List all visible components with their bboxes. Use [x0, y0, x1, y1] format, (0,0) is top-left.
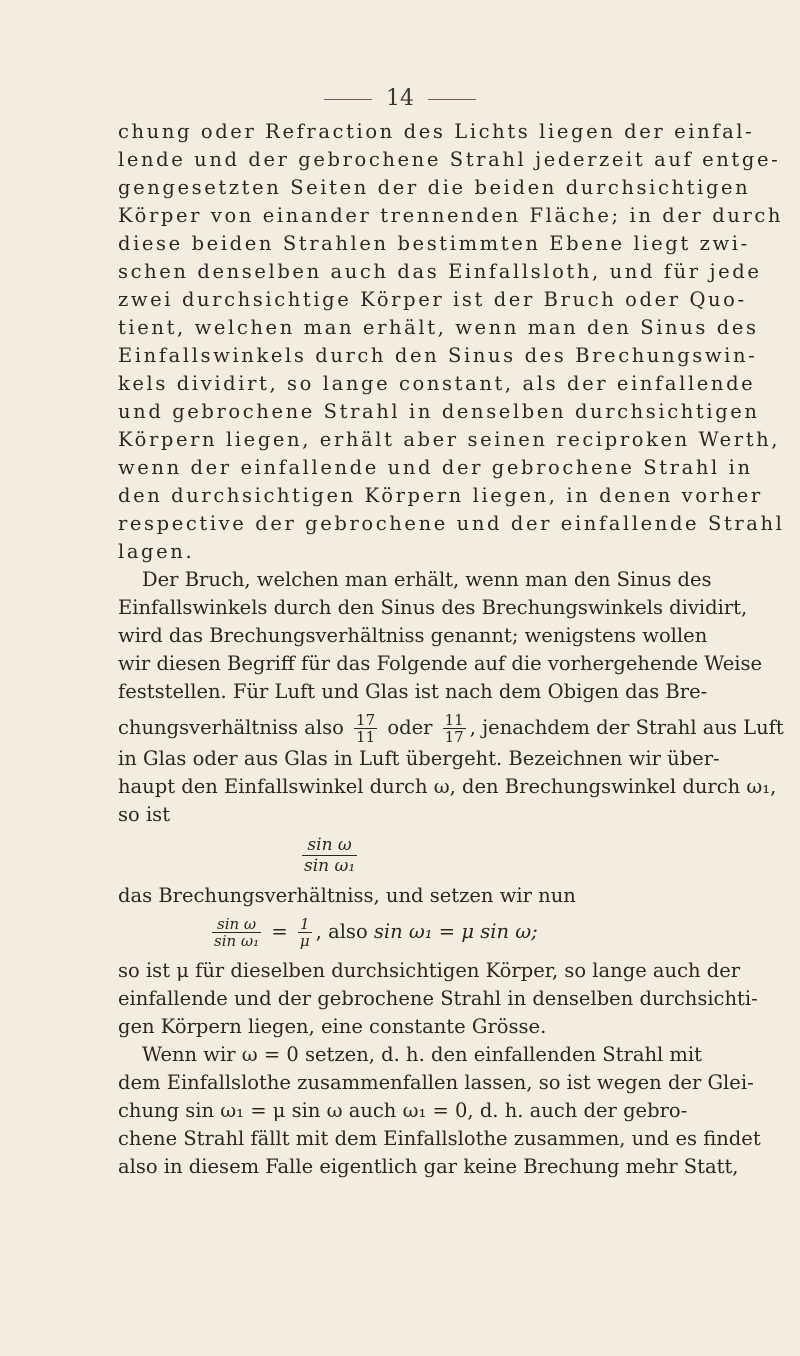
text-line: und gebrochene Strahl in denselben durchsichtigen [118, 400, 760, 423]
text-line: kels dividirt, so lange constant, als der einfallende [118, 372, 756, 395]
fraction-numerator: sin ω [302, 835, 357, 856]
fraction-numerator: 11 [444, 711, 464, 729]
text-line: Körper von einander trennenden Fläche; in der durch [118, 204, 784, 227]
body-text [118, 118, 785, 1181]
fraction-denominator: 11 [356, 728, 376, 746]
refraction-equation [208, 916, 772, 949]
text-line: zwei durchsichtige Körper ist der Bruch oder Quo- [118, 288, 747, 311]
paragraph-1 [118, 118, 785, 566]
text-line: in Glas oder aus Glas in Luft übergeht. Bezeichnen wir über- [118, 747, 720, 770]
text-line: den durchsichtigen Körpern liegen, in denen vorher [118, 484, 763, 507]
equals-sign: = [271, 920, 288, 943]
fraction-numerator: 17 [356, 711, 376, 729]
paragraph-2 [118, 566, 784, 829]
text-line: Wenn wir ω = 0 setzen, d. h. den einfallenden Strahl mit [142, 1043, 702, 1066]
fraction-denominator: μ [299, 932, 310, 950]
text-line: tient, welchen man erhält, wenn man den Sinus des [118, 316, 759, 339]
text-line: gen Körpern liegen, eine constante Grösse. [118, 1015, 547, 1038]
header-rule-right [428, 99, 476, 100]
equation-rhs [298, 916, 312, 949]
fraction-numerator: 1 [298, 916, 312, 933]
text-line: also in diesem Falle eigentlich gar keine Brechung mehr Statt, [118, 1155, 739, 1178]
ratio-prefix: chungsverhältniss also [118, 716, 344, 739]
text-line: diese beiden Strahlen bestimmten Ebene liegt zwi- [118, 232, 750, 255]
text-line: schen denselben auch das Einfallsloth, und für jede [118, 260, 762, 283]
paragraph-3 [118, 957, 772, 1041]
text-line: so ist [118, 803, 171, 826]
text-line: haupt den Einfallswinkel durch ω, den Brechungswinkel durch ω₁, [118, 775, 777, 798]
paragraph-4 [118, 1041, 772, 1181]
page-number: 14 [386, 86, 414, 111]
ratio-suffix: , jenachdem der Strahl aus Luft [469, 716, 784, 739]
page-header [0, 86, 800, 111]
fraction-17-11 [354, 712, 377, 745]
fraction-11-17 [443, 712, 466, 745]
text-line: feststellen. Für Luft und Glas ist nach dem Obigen das Bre- [118, 680, 708, 703]
text-line: so ist μ für dieselben durchsichtigen Körper, so lange auch der [118, 959, 741, 982]
equation-lhs [212, 916, 261, 949]
text-line: lende und der gebrochene Strahl jederzeit auf entge- [118, 148, 781, 171]
ratio-middle: oder [387, 716, 433, 739]
text-line: Der Bruch, welchen man erhält, wenn man den Sinus des [142, 568, 712, 591]
text-line: einfallende und der gebrochene Strahl in denselben durchsichti- [118, 987, 758, 1010]
equation-tail-formula: sin ω₁ = μ sin ω; [373, 920, 538, 943]
fraction-denominator: 17 [444, 728, 464, 746]
fraction-numerator: sin ω [212, 916, 261, 933]
text-line: Körpern liegen, erhält aber seinen reciproken Werth, [118, 428, 781, 451]
equation-also: , also [315, 920, 368, 943]
header-rule-left [324, 99, 372, 100]
fraction-denominator: sin ω₁ [304, 856, 356, 876]
text-line: wir diesen Begriff für das Folgende auf die vorhergehende Weise [118, 652, 763, 675]
text-line: lagen. [118, 540, 195, 563]
text-line: Einfallswinkels durch den Sinus des Brechungswinkels dividirt, [118, 596, 748, 619]
ratio-line [118, 711, 784, 746]
text-line: das Brechungsverhältniss, und setzen wir nun [118, 884, 576, 907]
sine-ratio-formula [298, 835, 772, 876]
text-line: respective der gebrochene und der einfallende Strahl [118, 512, 785, 535]
text-line: wenn der einfallende und der gebrochene Strahl in [118, 456, 753, 479]
text-line: dem Einfallslothe zusammenfallen lassen, so ist wegen der Glei- [118, 1071, 754, 1094]
text-line: chene Strahl fällt mit dem Einfallslothe zusammen, und es findet [118, 1127, 761, 1150]
text-line: chung sin ω₁ = μ sin ω auch ω₁ = 0, d. h. auch der gebro- [118, 1099, 688, 1122]
text-line: wird das Brechungsverhältniss genannt; wenigstens wollen [118, 624, 708, 647]
text-line: gengesetzten Seiten der die beiden durchsichtigen [118, 176, 751, 199]
formula-fraction [302, 835, 357, 876]
text-line: chung oder Refraction des Lichts liegen der einfal- [118, 120, 755, 143]
fraction-denominator: sin ω₁ [214, 932, 260, 950]
text-line: Einfallswinkels durch den Sinus des Brechungswin- [118, 344, 758, 367]
